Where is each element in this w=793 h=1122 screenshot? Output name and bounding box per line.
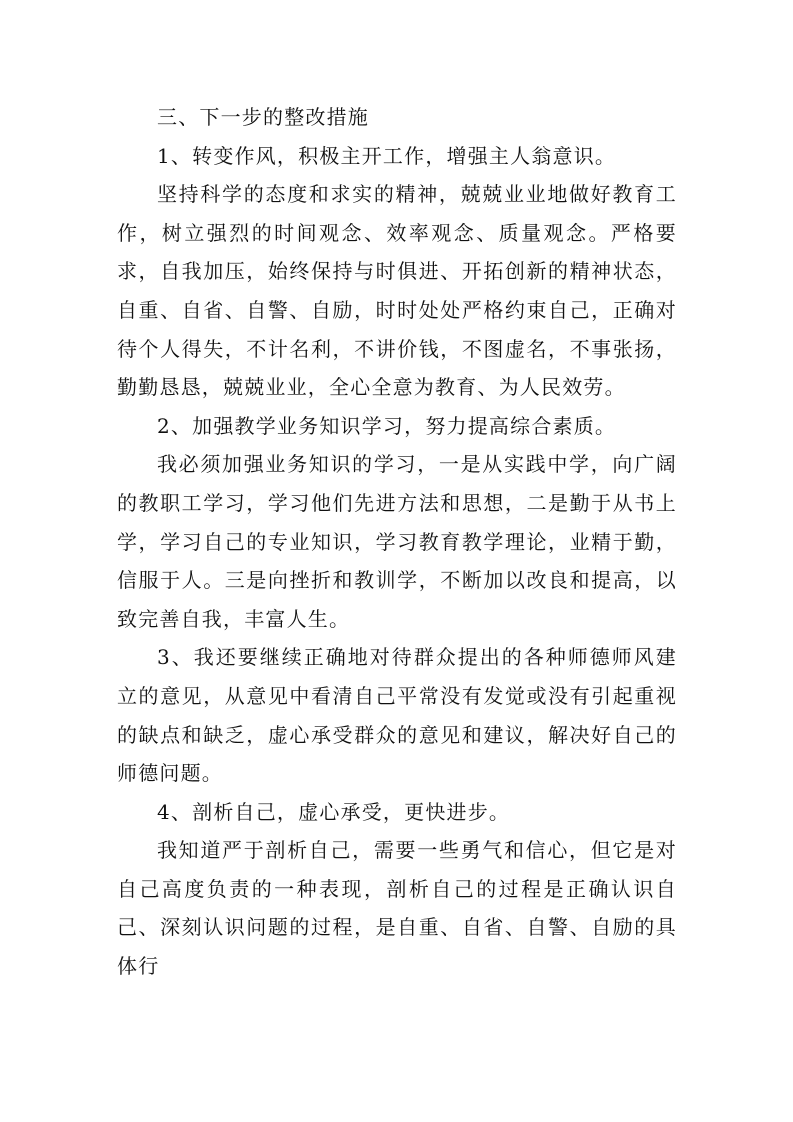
item-heading-4: 4、剖析自己，虚心承受，更快进步。 — [157, 799, 511, 824]
document-body — [117, 98, 677, 986]
body-paragraph-1: 坚持科学的态度和求实的精神，兢兢业业地做好教育工作，树立强烈的时间观念、效率观念、质量观念。严格要求，自我加压，始终保持与时俱进、开拓创新的精神状态，自重、自省、自警、自励，时时处处严格约束自己，正确对待个人得失，不计名利，不讲价钱，不图虚名，不事张扬，勤勤恳恳，兢兢业业，全心全意为教育、为人民效劳。 — [117, 182, 677, 400]
item-paragraph-3: 3、我还要继续正确地对待群众提出的各种师德师风建立的意见，从意见中看清自己平常没有发觉或没有引起重视的缺点和缺乏，虚心承受群众的意见和建议，解决好自己的师德问题。 — [117, 645, 677, 786]
item-heading-1: 1、转变作风，积极主开工作，增强主人翁意识。 — [157, 143, 617, 168]
body-paragraph-4: 我知道严于剖析自己，需要一些勇气和信心，但它是对自己高度负责的一种表现，剖析自己的过程是正确认识自己、深刻认识问题的过程，是自重、自省、自警、自励的具体行 — [117, 838, 677, 979]
body-paragraph-2: 我必须加强业务知识的学习，一是从实践中学，向广阔的教职工学习，学习他们先进方法和思想，二是勤于从书上学，学习自己的专业知识，学习教育教学理论，业精于勤，信服于人。三是向挫折和教训学，不断加以改良和提高，以致完善自我，丰富人生。 — [117, 452, 677, 631]
section-heading: 三、下一步的整改措施 — [157, 105, 369, 129]
item-heading-2: 2、加强教学业务知识学习，努力提高综合素质。 — [157, 413, 617, 438]
